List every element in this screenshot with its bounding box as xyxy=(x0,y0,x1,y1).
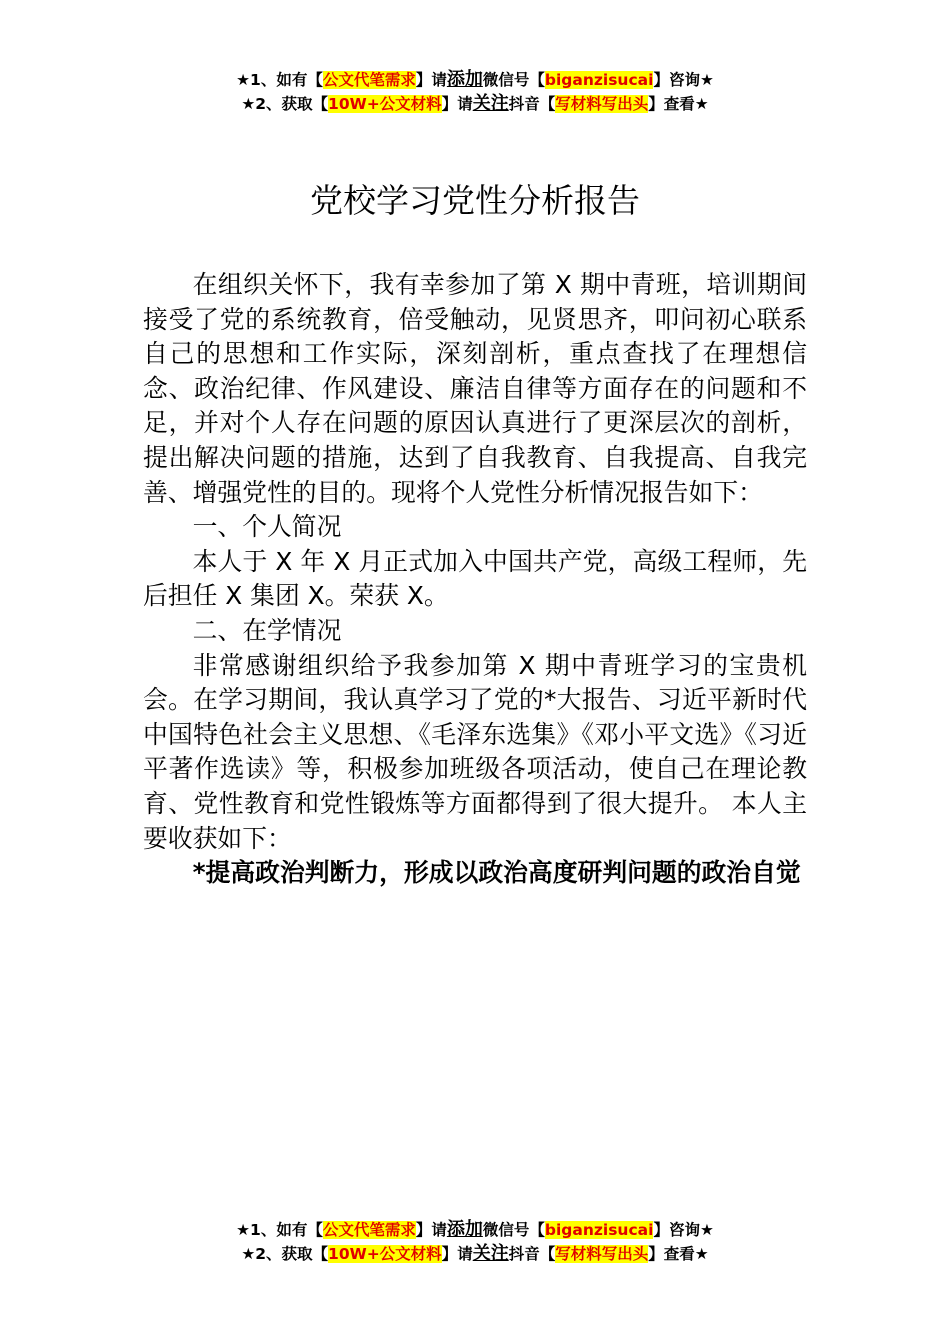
promo-text: 】请 xyxy=(415,1221,447,1239)
promo-text: 】咨询★ xyxy=(653,71,714,89)
promo-wechat-id: biganzisucai xyxy=(544,1221,654,1239)
promo-underlined: 添加 xyxy=(446,1219,483,1240)
promo-underlined: 添加 xyxy=(446,69,483,90)
promo-wechat-id: biganzisucai xyxy=(544,71,654,89)
promo-header xyxy=(0,68,950,116)
promo-text: ★1、如有【 xyxy=(236,71,323,89)
promo-line-1 xyxy=(0,68,950,92)
promo-text: 】查看★ xyxy=(648,1245,709,1263)
promo-underlined: 关注 xyxy=(472,1243,509,1264)
promo-line-1 xyxy=(0,1218,950,1242)
promo-highlight: 10W+公文材料 xyxy=(328,95,442,113)
promo-footer xyxy=(0,1218,950,1266)
document-body xyxy=(143,268,807,891)
promo-text: ★1、如有【 xyxy=(236,1221,323,1239)
promo-text: 】请 xyxy=(415,71,447,89)
promo-highlight: 公文代笔需求 xyxy=(322,1221,416,1239)
promo-underlined: 关注 xyxy=(472,93,509,114)
promo-text: 】咨询★ xyxy=(653,1221,714,1239)
promo-highlight: 公文代笔需求 xyxy=(322,71,416,89)
section-heading-2: 二、在学情况 xyxy=(192,615,342,645)
paragraph-profile: 本人于 X 年 X 月正式加入中国共产党，高级工程师，先后担任 X 集团 X。荣获 X。 xyxy=(143,546,807,611)
promo-text: ★2、获取【 xyxy=(241,95,329,113)
promo-line-2 xyxy=(0,92,950,116)
bold-subheading: *提高政治判断力，形成以政治高度研判问题的政治自觉 xyxy=(192,858,801,888)
promo-text: ★2、获取【 xyxy=(241,1245,329,1263)
paragraph-study: 非常感谢组织给予我参加第 X 期中青班学习的宝贵机会。在学习期间，我认真学习了党的*大报告、习近平新时代中国特色社会主义思想、《毛泽东选集》《邓小平文选》《习近平著作选读》等，积极参加班级各项活动，使自己在理论教育、党性教育和党性锻炼等方面都得到了很大提升。 本人主要收获如下： xyxy=(143,650,807,853)
promo-highlight: 10W+公文材料 xyxy=(328,1245,442,1263)
promo-text: 】请 xyxy=(441,1245,473,1263)
promo-text: 微信号【 xyxy=(482,1221,545,1239)
promo-text: 抖音【 xyxy=(508,95,556,113)
promo-line-2 xyxy=(0,1242,950,1266)
promo-douyin-id: 写材料写出头 xyxy=(555,1245,649,1263)
promo-text: 微信号【 xyxy=(482,71,545,89)
promo-text: 】请 xyxy=(441,95,473,113)
section-heading-1: 一、个人简况 xyxy=(192,512,342,542)
promo-text: 抖音【 xyxy=(508,1245,556,1263)
document-title: 党校学习党性分析报告 xyxy=(310,181,640,220)
paragraph-intro: 在组织关怀下，我有幸参加了第 X 期中青班，培训期间接受了党的系统教育，倍受触动，见贤思齐，叩问初心联系自己的思想和工作实际，深刻剖析，重点查找了在理想信念、政治纪律、作风建设、廉洁自律等方面存在的问题和不足，并对个人存在问题的原因认真进行了更深层次的剖析，提出解决问题的措施，达到了自我教育、自我提高、自我完善、增强党性的目的。现将个人党性分析情况报告如下： xyxy=(143,270,807,507)
promo-text: 】查看★ xyxy=(648,95,709,113)
promo-douyin-id: 写材料写出头 xyxy=(555,95,649,113)
